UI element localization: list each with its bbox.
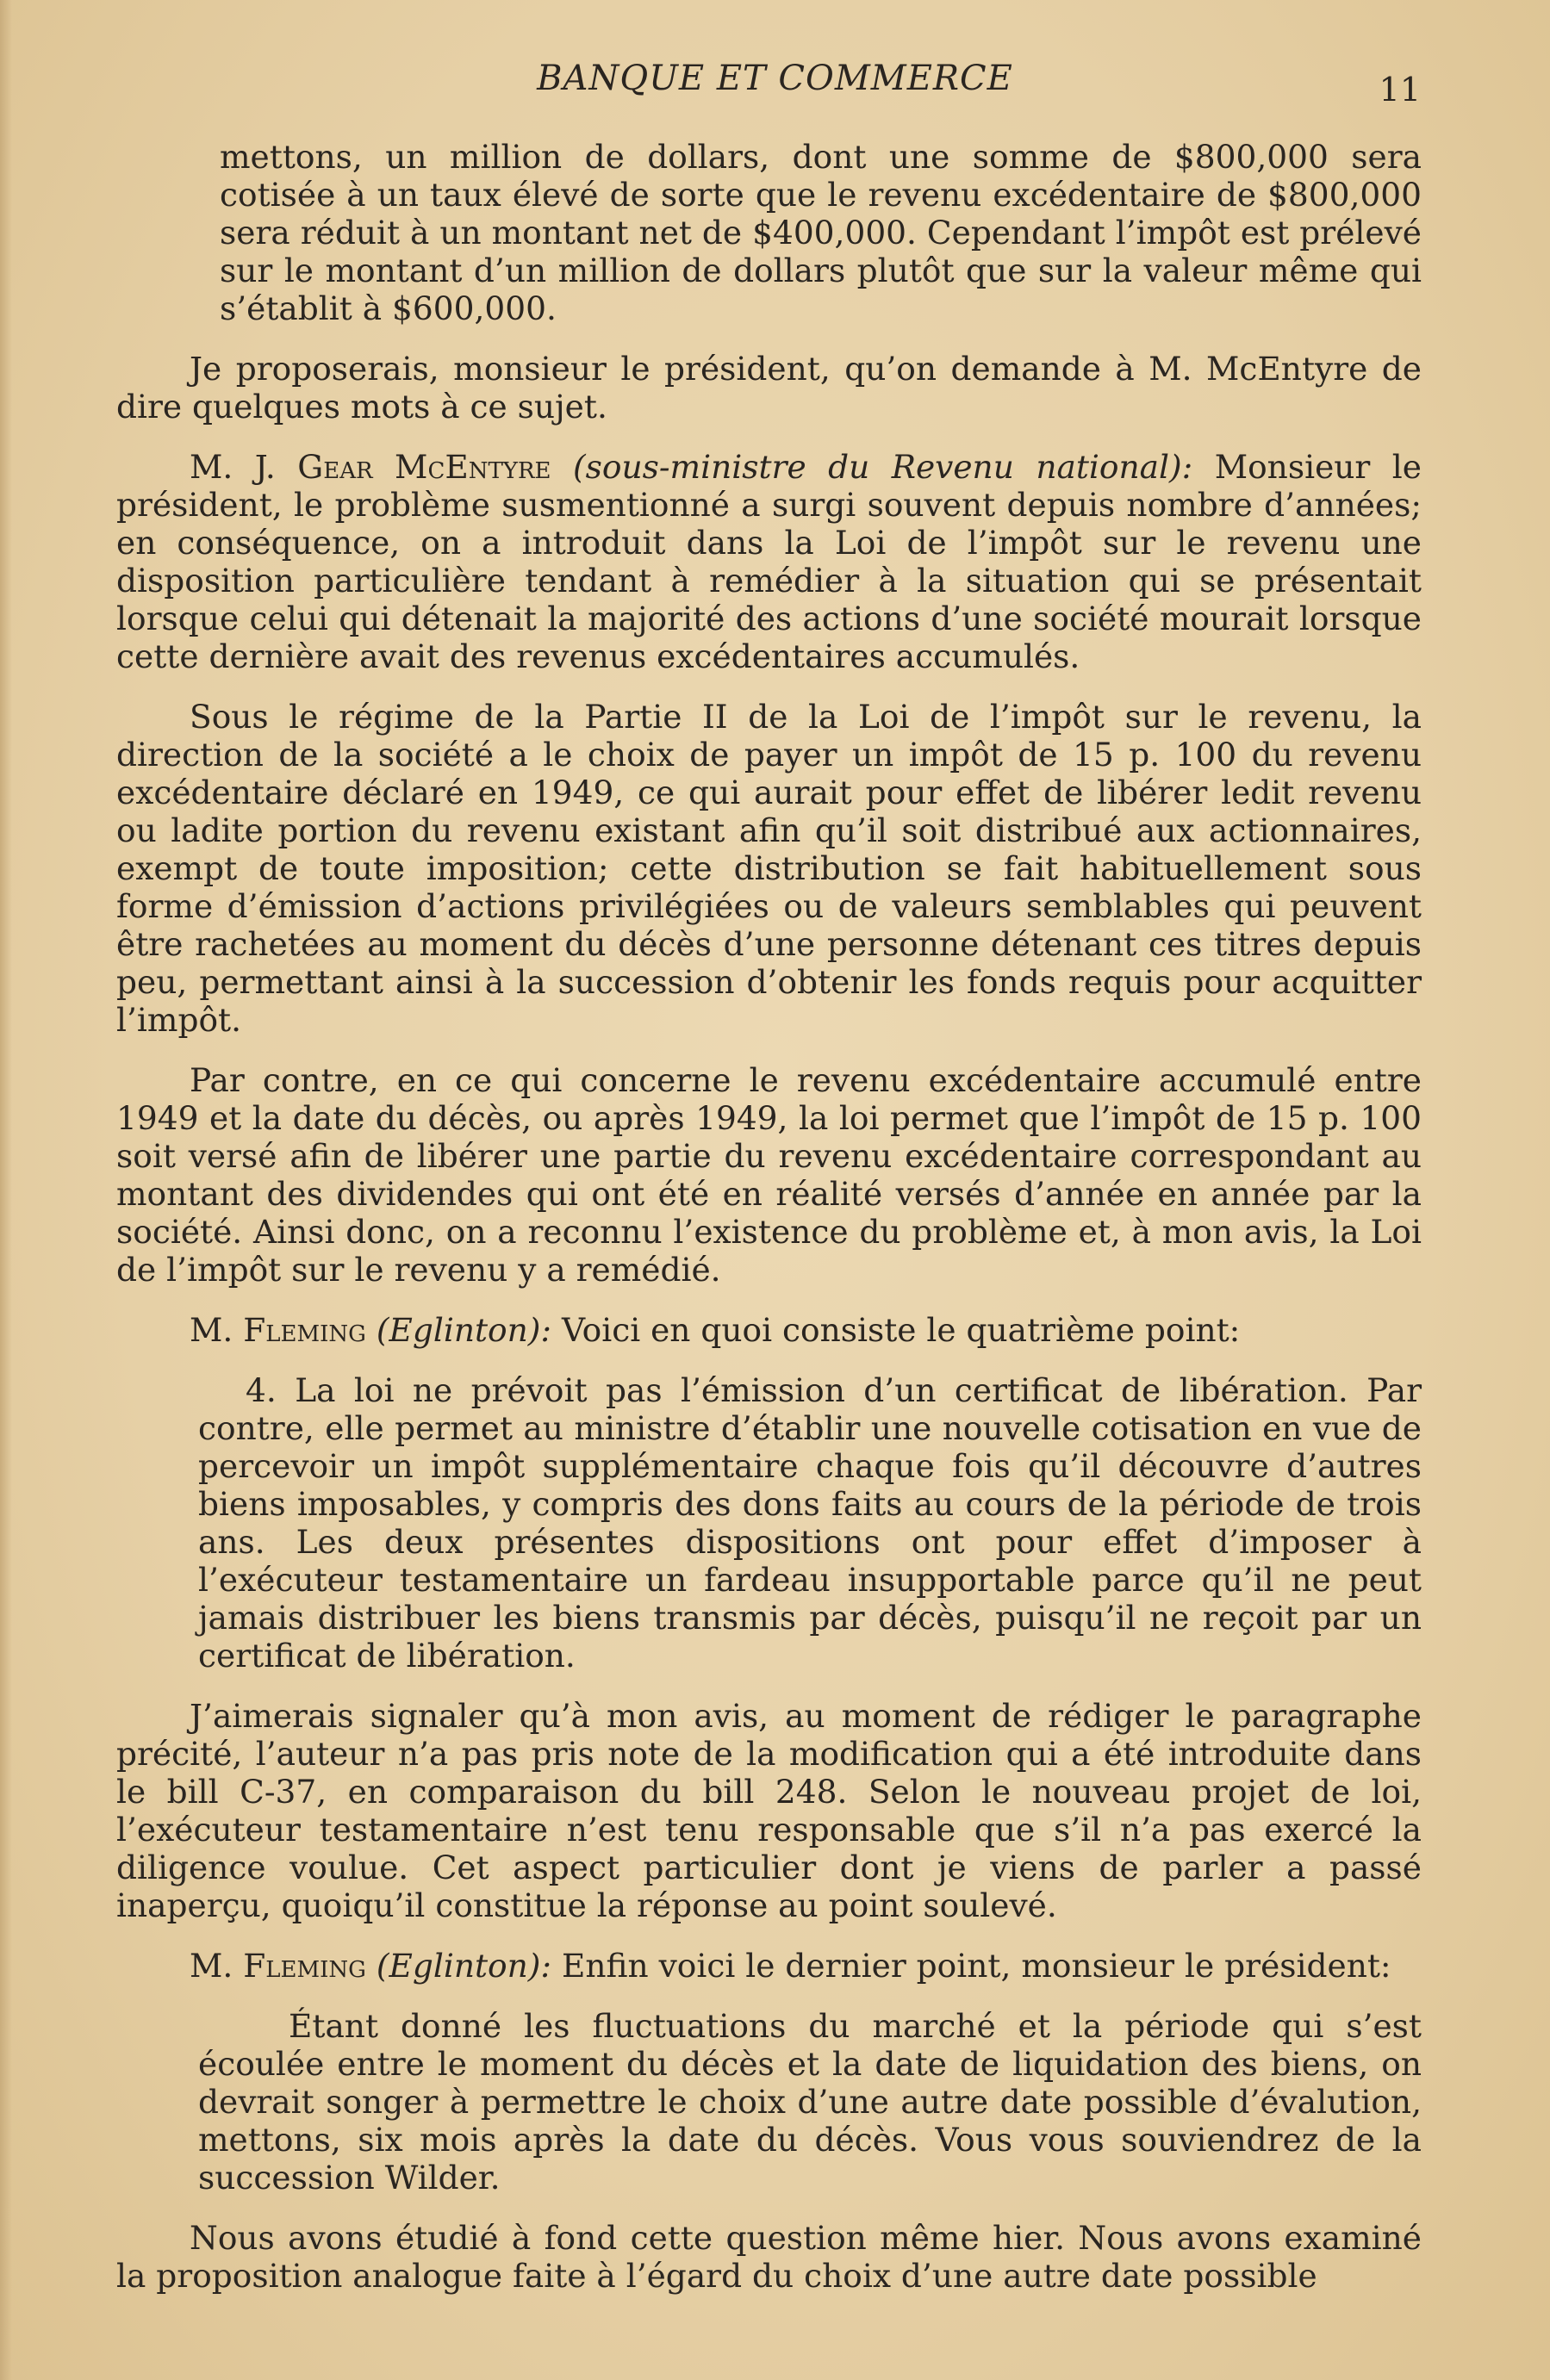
speaker-paragraph: [116, 448, 1422, 675]
quoted-point: 4. La loi ne prévoit pas l’émission d’un certificat de libération. Par contre, elle permet au ministre d’établir une nouvelle cotisation en vue de percevoir un impôt supplémentaire chaque fois qu’il découvre d’autres biens imposables, y compris des dons faits au cours de la période de trois ans. Les deux présentes dispositions ont pour effet d’imposer à l’exécuteur testamentaire un fardeau insupportable parce qu’il ne peut jamais distribuer les biens transmis par décès, puisqu’il ne reçoit par un certificat de libération.: [198, 1371, 1422, 1675]
speaker-paragraph: [116, 1311, 1422, 1349]
running-head: BANQUE ET COMMERCE: [537, 59, 1013, 98]
page-edge-shadow: [0, 0, 12, 2380]
speaker-name: M. J. Gear McEntyre: [190, 448, 551, 486]
quoted-point: Étant donné les fluctuations du marché et la période qui s’est écoulée entre le moment du décès et la date de liquidation des biens, on devrait songer à permettre le choix d’une autre date possible d’évalution, mettons, six mois après la date du décès. Vous vous souviendrez de la succession Wilder.: [198, 2007, 1422, 2197]
speaker-role: (sous-ministre du Revenu national):: [573, 448, 1193, 486]
speaker-paragraph: [116, 1947, 1422, 1985]
paragraph: Je proposerais, monsieur le président, qu’on demande à M. McEntyre de dire quelques mots à ce sujet.: [116, 350, 1422, 426]
speaker-role: (Eglinton):: [376, 1947, 552, 1985]
paragraph: J’aimerais signaler qu’à mon avis, au moment de rédiger le paragraphe précité, l’auteur n’a pas pris note de la modification qui a été introduite dans le bill C-37, en comparaison du bill 248. Selon le nouveau projet de loi, l’exécuteur testamentaire n’est tenu responsable que s’il n’a pas exercé la diligence voulue. Cet aspect particulier dont je viens de parler a passé inaperçu, quoiqu’il constitue la réponse au point soulevé.: [116, 1697, 1422, 1924]
paragraph: Par contre, en ce qui concerne le revenu excédentaire accumulé entre 1949 et la date du décès, ou après 1949, la loi permet que l’impôt de 15 p. 100 soit versé afin de libérer une partie du revenu excédentaire correspondant au montant des dividendes qui ont été en réalité versés d’année en année par la société. Ainsi donc, on a reconnu l’existence du problème et, à mon avis, la Loi de l’impôt sur le revenu y a remédié.: [116, 1061, 1422, 1289]
page-header: [0, 59, 1550, 110]
speaker-role: (Eglinton):: [376, 1311, 552, 1349]
paragraph: Nous avons étudié à fond cette question même hier. Nous avons examiné la proposition analogue faite à l’égard du choix d’une autre date possible: [116, 2219, 1422, 2295]
page-number: 11: [1379, 71, 1421, 109]
speech-text: Enfin voici le dernier point, monsieur le président:: [561, 1947, 1391, 1985]
speaker-name: M. Fleming: [190, 1311, 366, 1349]
speech-text: Voici en quoi consiste le quatrième point:: [561, 1311, 1241, 1349]
paragraph: Sous le régime de la Partie II de la Loi de l’impôt sur le revenu, la direction de la société a le choix de payer un impôt de 15 p. 100 du revenu excédentaire déclaré en 1949, ce qui aurait pour effet de libérer ledit revenu ou ladite portion du revenu existant afin qu’il soit distribué aux actionnaires, exempt de toute imposition; cette distribution se fait habituellement sous forme d’émission d’actions privilégiées ou de valeurs semblables qui peuvent être rachetées au moment du décès d’une personne détenant ces titres depuis peu, permettant ainsi à la succession d’obtenir les fonds requis pour acquitter l’impôt.: [116, 698, 1422, 1039]
speaker-name: M. Fleming: [190, 1947, 366, 1985]
body-text: [116, 138, 1422, 2317]
speech-text: Monsieur le président, le problème susmentionné a surgi souvent depuis nombre d’années; en conséquence, on a introduit dans la Loi de l’impôt sur le revenu une disposition particulière tendant à remédier à la situation qui se présentait lorsque celui qui détenait la majorité des actions d’une société mourait lorsque cette dernière avait des revenus excédentaires accumulés.: [116, 448, 1422, 675]
paragraph-continuation: mettons, un million de dollars, dont une somme de $800,000 sera cotisée à un taux élevé de sorte que le revenu excédentaire de $800,000 sera réduit à un montant net de $400,000. Cependant l’impôt est prélevé sur le montant d’un million de dollars plutôt que sur la valeur même qui s’établit à $600,000.: [220, 138, 1422, 327]
